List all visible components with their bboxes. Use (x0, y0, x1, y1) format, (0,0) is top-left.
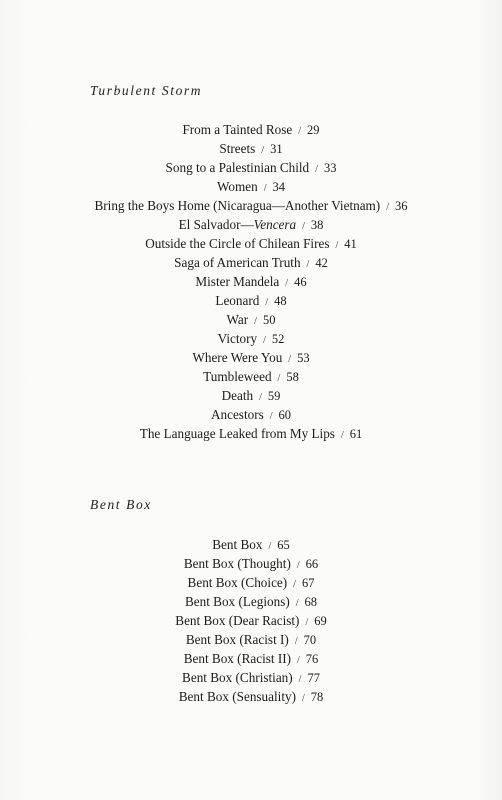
separator: / (305, 617, 309, 628)
entry-page: 52 (271, 332, 285, 346)
entry-page: 42 (315, 256, 328, 270)
toc-entry[interactable] (0, 386, 502, 405)
toc-entry[interactable] (0, 554, 502, 573)
entry-title: From a Tainted Rose (182, 122, 293, 137)
entry-page: 58 (286, 370, 299, 384)
entry-page: 67 (301, 576, 315, 590)
entry-title: Bent Box (Dear Racist) (175, 613, 300, 628)
entry-title: Victory (217, 331, 258, 346)
entry-page: 77 (307, 671, 320, 685)
entry-page: 46 (294, 275, 307, 289)
section-title: Bent Box (90, 497, 152, 512)
toc-entry[interactable] (0, 120, 502, 139)
separator: / (301, 693, 305, 704)
separator: / (263, 335, 266, 346)
section-title: Turbulent Storm (90, 83, 203, 98)
toc-entry[interactable] (0, 649, 502, 668)
separator: / (259, 392, 262, 403)
toc-entry[interactable] (0, 592, 502, 611)
entry-title (179, 217, 297, 232)
entry-title: Ancestors (210, 407, 264, 422)
entry-title: Song to a Palestinian Child (165, 160, 310, 175)
toc-entry[interactable] (0, 196, 502, 215)
entry-title: Tumbleweed (203, 369, 272, 384)
toc-entry[interactable] (0, 535, 502, 554)
separator: / (306, 259, 310, 270)
toc-entry[interactable] (0, 668, 502, 687)
entry-title: Death (221, 388, 254, 403)
entry-title: The Language Leaked from My Lips (139, 426, 335, 441)
entry-title: War (226, 312, 249, 327)
toc-entry[interactable] (0, 158, 502, 177)
separator: / (288, 354, 292, 365)
toc-entry[interactable] (0, 310, 502, 329)
entry-title: Where Were You (192, 350, 283, 365)
separator: / (297, 655, 300, 666)
separator: / (340, 430, 344, 441)
separator: / (298, 126, 302, 137)
separator: / (298, 674, 302, 685)
entry-title: Streets (219, 141, 256, 156)
toc-entry[interactable] (0, 272, 502, 291)
separator: / (302, 221, 305, 232)
separator: / (296, 560, 300, 571)
entry-title: Bent Box (Sensuality) (178, 689, 296, 704)
separator: / (263, 183, 267, 194)
separator: / (265, 297, 269, 308)
entry-page: 38 (310, 218, 324, 232)
entry-title: Bent Box (Choice) (187, 575, 288, 590)
toc-entry[interactable] (0, 367, 502, 386)
entry-title: Women (217, 179, 258, 194)
toc-entry[interactable] (0, 573, 502, 592)
separator: / (294, 636, 298, 647)
entry-title-italic: Vencera (253, 217, 297, 232)
entry-title: Bent Box (Thought) (183, 556, 291, 571)
entry-page: 66 (305, 557, 319, 571)
entry-page: 48 (274, 294, 287, 308)
entry-page: 69 (314, 614, 327, 628)
separator: / (268, 541, 272, 552)
toc-list (0, 120, 502, 443)
toc-entry[interactable] (0, 424, 502, 443)
entry-title: Bent Box (Racist I) (185, 632, 289, 647)
entry-page: 50 (262, 313, 276, 327)
separator: / (295, 598, 299, 609)
toc-entry[interactable] (0, 348, 502, 367)
toc-list (0, 535, 502, 706)
toc-entry[interactable] (0, 253, 502, 272)
entry-title: Leonard (215, 293, 260, 308)
toc-entry[interactable] (0, 215, 502, 234)
separator: / (277, 373, 281, 384)
toc-entry[interactable] (0, 630, 502, 649)
separator: / (261, 145, 265, 156)
separator: / (315, 164, 318, 175)
entry-title: Bring the Boys Home (Nicaragua—Another Vietnam) (94, 198, 381, 213)
entry-title-prefix: El Salvador— (178, 217, 254, 232)
entry-page: 33 (323, 161, 337, 175)
toc-entry[interactable] (0, 291, 502, 310)
entry-title: Outside the Circle of Chilean Fires (145, 236, 330, 251)
separator: / (293, 579, 296, 590)
toc-entry[interactable] (0, 329, 502, 348)
entry-page: 70 (303, 633, 317, 647)
toc-entry[interactable] (0, 234, 502, 253)
toc-entry[interactable] (0, 139, 502, 158)
entry-page: 60 (278, 408, 292, 422)
entry-title: Bent Box (Christian) (182, 670, 293, 685)
entry-page: 65 (277, 538, 290, 552)
entry-page: 78 (310, 690, 324, 704)
entry-page: 36 (395, 199, 408, 213)
entry-page: 76 (305, 652, 319, 666)
entry-page: 53 (297, 351, 310, 365)
separator: / (285, 278, 289, 289)
entry-page: 34 (272, 180, 285, 194)
entry-page: 68 (304, 595, 318, 609)
entry-page: 41 (344, 237, 357, 251)
entry-title: Bent Box (Legions) (184, 594, 290, 609)
entry-title: Bent Box (Racist II) (183, 651, 292, 666)
entry-page: 31 (270, 142, 283, 156)
separator: / (254, 316, 257, 327)
entry-title: Bent Box (212, 537, 263, 552)
separator: / (335, 240, 339, 251)
separator: / (386, 202, 389, 213)
toc-entry[interactable] (0, 687, 502, 706)
entry-page: 29 (307, 123, 320, 137)
separator: / (269, 411, 273, 422)
entry-title: Saga of American Truth (174, 255, 301, 270)
entry-page: 61 (349, 427, 363, 441)
toc-entry[interactable] (0, 177, 502, 196)
toc-entry[interactable] (0, 405, 502, 424)
entry-title: Mister Mandela (195, 274, 280, 289)
toc-entry[interactable] (0, 611, 502, 630)
entry-page: 59 (267, 389, 281, 403)
